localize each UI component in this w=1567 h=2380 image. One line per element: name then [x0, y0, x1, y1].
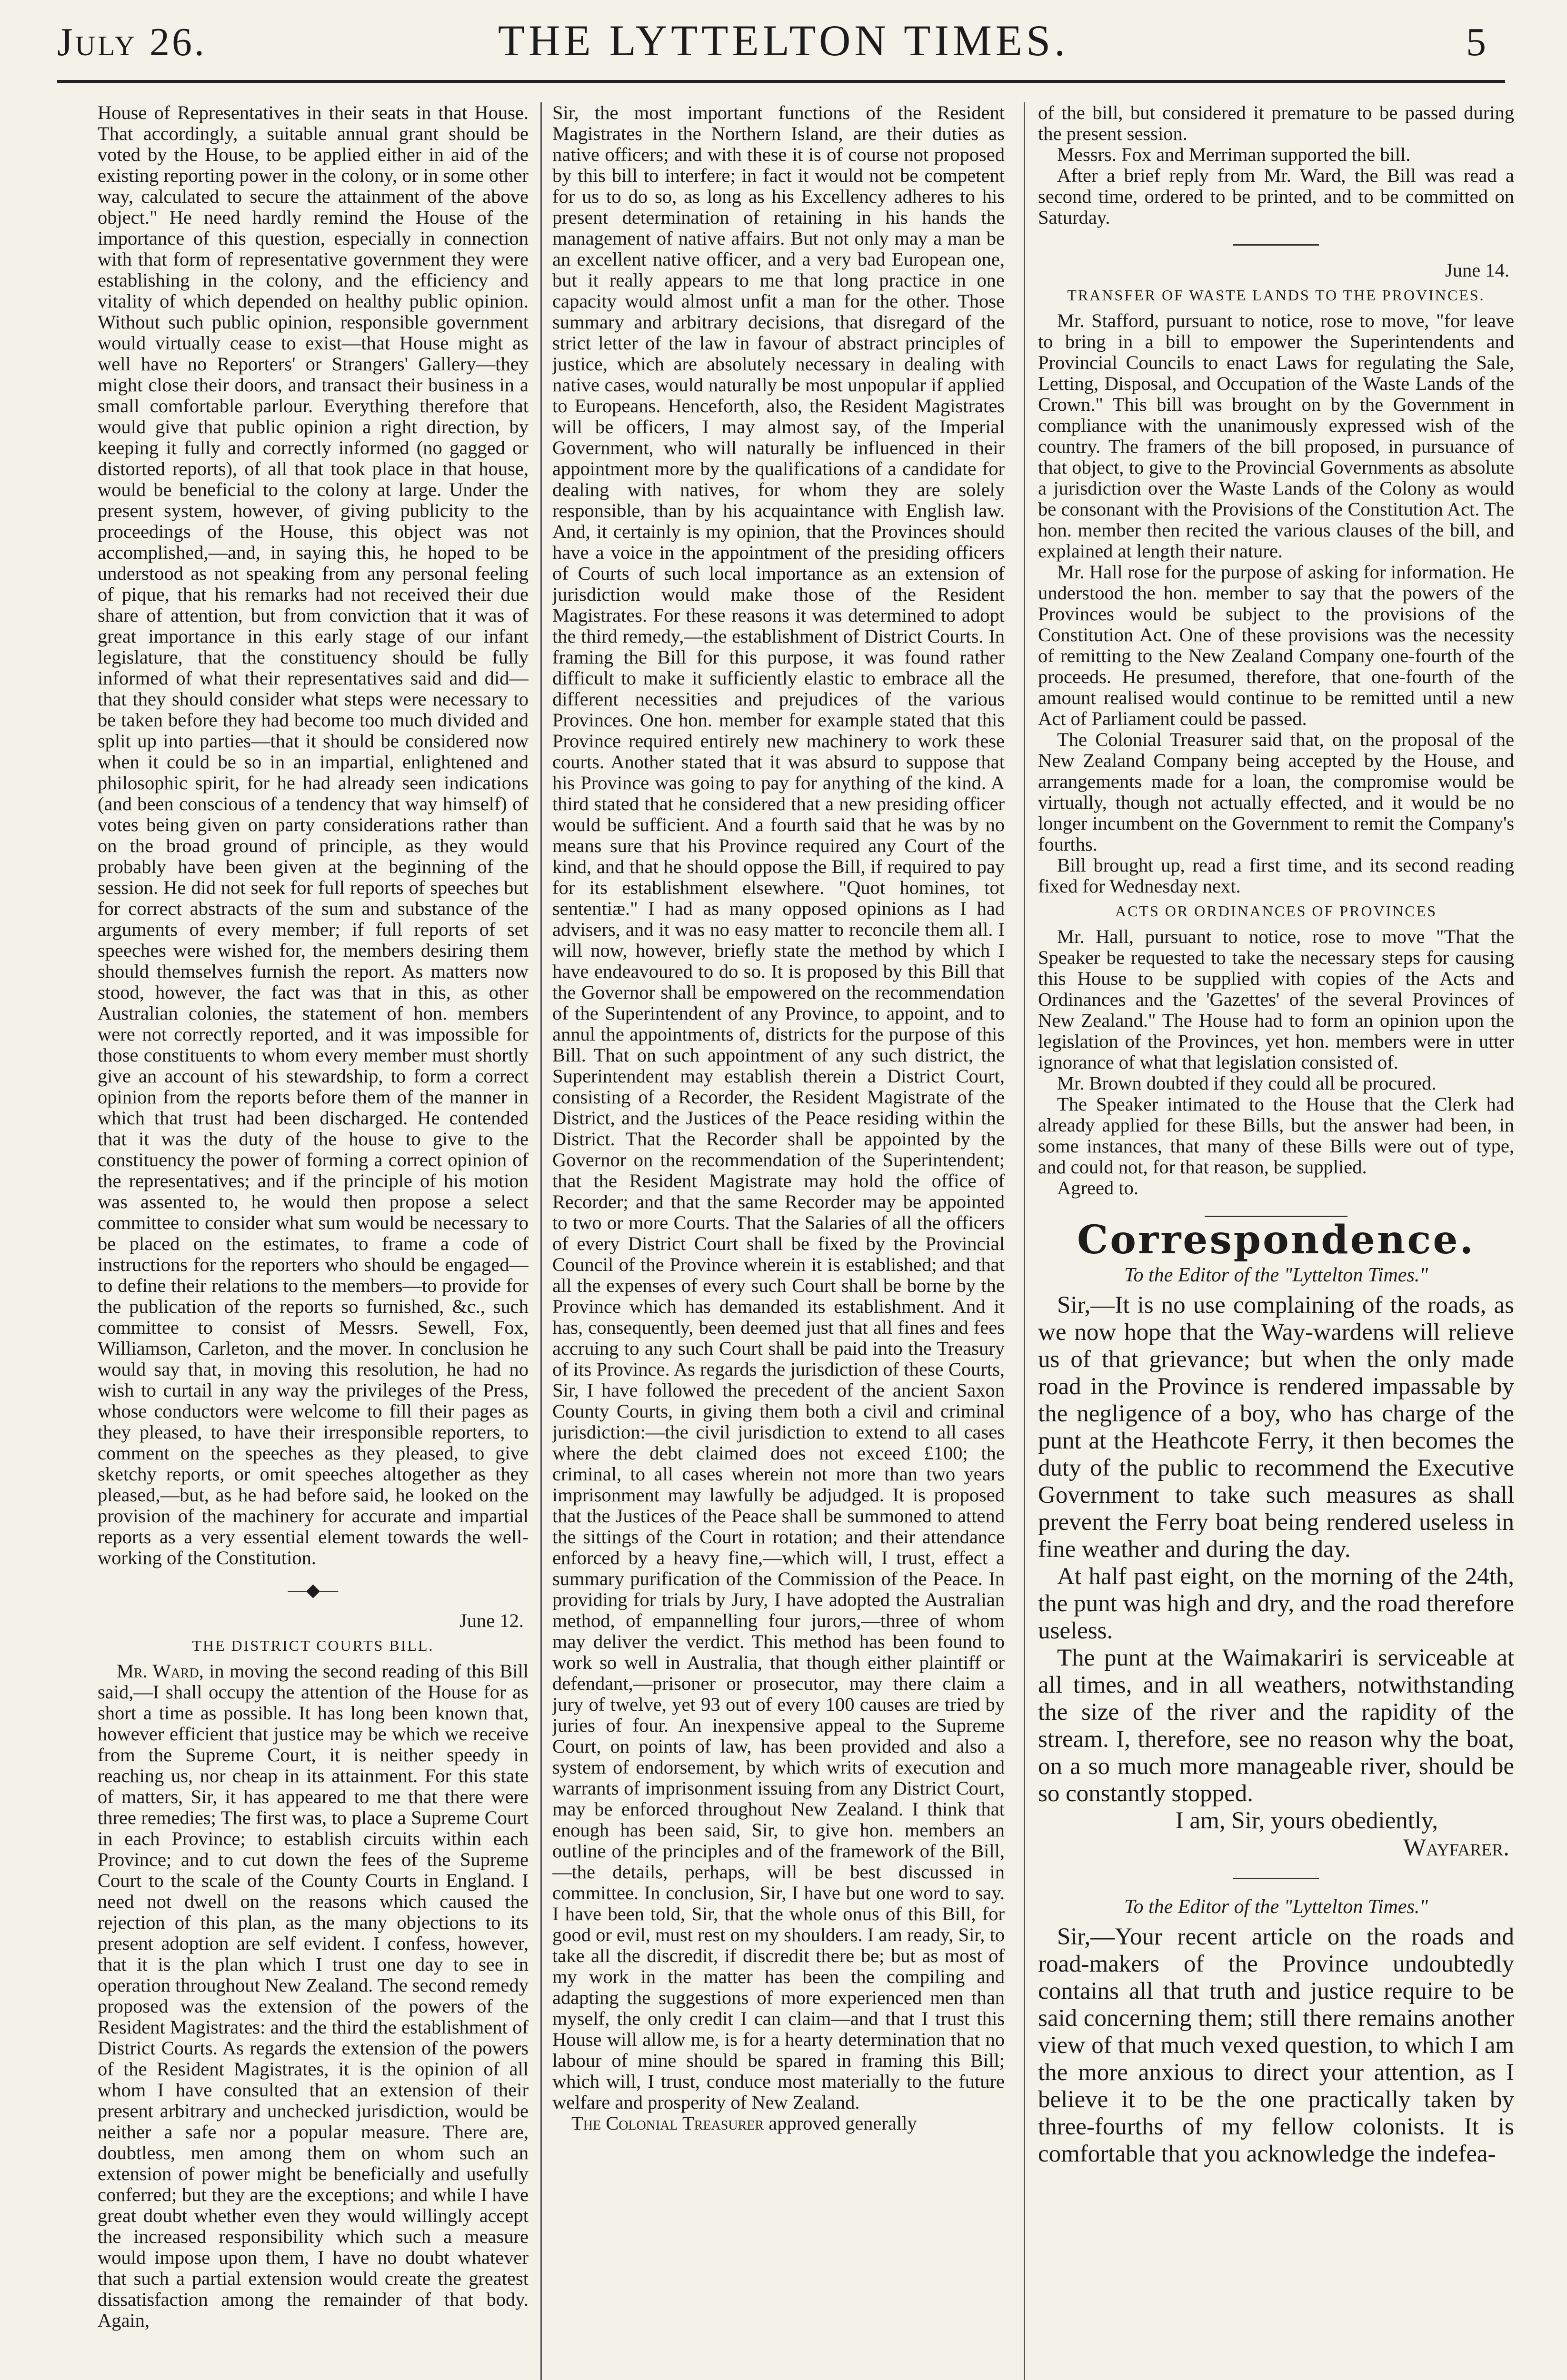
masthead-rule [57, 80, 1505, 83]
letter-addressee: To the Editor of the "Lyttelton Times." [1124, 1896, 1428, 1918]
speaker-name: The Colonial Treasurer [571, 2112, 764, 2134]
paragraph: Mr. Stafford, pursuant to notice, rose to move, "for leave to bring in a bill to empower the Superintendents and Provincial Councils to enact Laws for regulating the Sale, Letting, Disposal, and Occupation of the Waste Lands of the Crown." This bill was brought on by the Government in compliance with the unanimously expressed wish of the country. The framers of the bill proposed, in pursuance of that object, to give to the Provincial Governments as absolute a jurisdiction over the Waste Lands of the Colony as would be consonant with the Provisions of the Constitution Act. The hon. member then recited the various clauses of the bill, and explained at length their nature. [1038, 310, 1514, 562]
letter-signature: Wayfarer. [1403, 1835, 1509, 1861]
letter-paragraph: At half past eight, on the morning of the 24th, the punt was high and dry, and the road therefore useless. [1038, 1563, 1514, 1644]
correspondence-title: Correspondence. [1077, 1217, 1476, 1263]
letter-roads [1038, 1894, 1514, 2168]
section-heading: TRANSFER OF WASTE LANDS TO THE PROVINCES. [1067, 287, 1485, 304]
speech-paragraph: House of Representatives in their seats in that House. That accordingly, a suitable annual grant should be voted by the House, to be applied either in aid of the existing reporting power in the colony, or in some other way, calculated to secure the attainment of the above object." He need hardly remind the House of the importance of this question, especially in connection with that form of representative government they were establishing in the colony, and the efficiency and vitality of which depended on healthy public opinion. Without such public opinion, responsible government would virtually cease to exist—that House might as well have no Reporters' or Strangers' Gallery—they might close their doors, and transact their business in a small comfortable parlour. Everything therefore that would give that public opinion a right direction, by keeping it fully and correctly informed (no gagged or distorted reports), of all that took place in that house, would be beneficial to the colony at large. Under the present system, however, of giving publicity to the proceedings of the House, this object was not accomplished,—and, in saying this, he hoped to be understood as not speaking from any personal feeling of pique, that his remarks had not received their due share of attention, but from conviction that it was of great importance in this early stage of our infant legislature, that the constituency should be fully informed of what their representatives said and did—that they should consider what steps were necessary to be taken before they had become too much divided and split up into parties—that it should be considered now when it could be so in an impartial, enlightened and philosophic spirit, for he had already seen indications (and been conscious of a tendency that way himself) of votes being given on party considerations rather than on the broad ground of principle, as they would probably have been given at the beginning of the session. He did not seek for full reports of speeches but for correct abstracts of the sum and substance of the arguments of every member; if full reports of set speeches were wished for, the members desiring them should themselves furnish the report. As matters now stood, however, the fact was that in this, as other Australian colonies, the statement of hon. members were not correctly reported, and it was impossible for those constituents to whom every member must shortly give an account of his stewardship, to form a correct opinion from the reports before them of the manner in which that trust had been discharged. He contended that it was the duty of the house to give to the constituency the power of forming a correct opinion of the representatives; and if the principle of his motion was assented to, he would then propose a select committee to consider what sum would be necessary to be placed on the estimates, to frame a code of instructions for the reporters who should be engaged—to define their relations to the members—to provide for the publication of the reports so furnished, &c., such committee to consist of Messrs. Sewell, Fox, Williamson, Carleton, and the mover. In conclusion he would say that, in moving this resolution, he had no wish to curtail in any way the privileges of the Press, whose conductors were welcome to fill their pages as they pleased, to have their irresponsible reporters, to comment on the speeches as they pleased, to give sketchy reports, or omit speeches altogether as they pleased,—but, as he had before said, he looked on the provision of the machinery for accurate and impartial reports as a very essential element towards the well-working of the Constitution. [98, 102, 529, 1568]
paragraph: After a brief reply from Mr. Ward, the Bill was read a second time, ordered to be printed, and to be committed on Saturday. [1038, 165, 1514, 228]
section-heading: ACTS OR ORDINANCES OF PROVINCES [1115, 902, 1437, 920]
speech-text: in moving the second reading of this Bill said,—I shall occupy the attention of the House for as short a time as possible. It has long been known that, however efficient that justice may be which we receive from the Supreme Court, it is neither speedy in reaching us, nor cheap in its attainment. For this state of matters, Sir, it has appeared to me that there were three remedies; The first was, to place a Supreme Court in each Province; to establish circuits within each Province; and to cut down the fees of the Supreme Court to the scale of the County Courts in England. I need not dwell on the reasons which caused the rejection of this plan, as the many objections to its present adoption are self evident. I confess, however, that it is the plan which I trust one day to see in operation throughout New Zealand. The second remedy proposed was the extension of the powers of the Resident Magistrates: and the third the establishment of District Courts. As regards the extension of the powers of the Resident Magistrates, it is the opinion of all whom I have consulted that an extension of their present arbitrary and unchecked jurisdiction, would be neither a safe nor a popular measure. There are, doubtless, men among them on whom such an extension of power might be beneficially and usefully conferred; but they are the exceptions; and while I have great doubt whether even they would willingly accept the increased responsibility which such a measure would impose upon them, I have no doubt whatever that such a partial extension would create the greatest dissatisfaction among the remainder of that body. Again, [98, 1660, 529, 2331]
newspaper-title: THE LYTTELTON TIMES. [498, 16, 1069, 65]
paragraph: Messrs. Fox and Merriman supported the bill. [1057, 144, 1411, 165]
paragraph: Bill brought up, read a first time, and its second reading fixed for Wednesday next. [1038, 854, 1514, 897]
treasurer-speech [552, 2113, 1005, 2134]
dateline: June 12. [459, 1610, 524, 1631]
section-ornament: —◆— [288, 1580, 339, 1600]
column-divider [540, 102, 542, 2380]
letter-closing: I am, Sir, yours obediently, [1175, 1807, 1438, 1834]
paragraph: The Colonial Treasurer said that, on the proposal of the New Zealand Company being accepted by the House, and arrangements made for a loan, the compromise would be virtually, though not actually effected, and it would be no longer incumbent on the Government to remit the Company's fourths. [1038, 729, 1514, 855]
letter-addressee: To the Editor of the "Lyttelton Times." [1124, 1264, 1428, 1286]
paragraph: of the bill, but considered it premature to be passed during the present session. [1038, 102, 1514, 144]
column-1 [98, 102, 529, 2380]
masthead [0, 0, 1567, 81]
column-2 [552, 102, 1005, 2380]
paragraph: Mr. Hall, pursuant to notice, rose to move "That the Speaker be requested to take the necessary steps for causing this House to be supplied with copies of the Acts and Ordinances and the 'Gazettes' of the several Provinces of New Zealand." The House had to form an opinion upon the legislation of the Provinces, yet hon. members were in utter ignorance of what that legislation consisted of. [1038, 926, 1514, 1073]
section-rule [1233, 1878, 1319, 1879]
paragraph: Agreed to. [1057, 1177, 1138, 1199]
paragraph: Mr. Brown doubted if they could all be procured. [1057, 1072, 1437, 1094]
section-rule [1233, 244, 1319, 246]
letter-paragraph: The punt at the Waimakariri is serviceable at all times, and in all weathers, notwithstanding the size of the river and the rapidity of the stream. I, therefore, see no reason why the boat, on a so much more manageable river, should be so constantly stopped. [1038, 1645, 1514, 1807]
column-3 [1038, 102, 1514, 2380]
page-number: 5 [1466, 20, 1486, 64]
speech-paragraph: Sir, the most important functions of the Resident Magistrates in the Northern Island, are their duties as native officers; and with these it is of course not proposed by this bill to interfere; in fact it would not be competent for us to do so, as long as his Excellency adheres to his present determination of retaining in his hands the management of native affairs. But not only may a man be an excellent native officer, and a very bad European one, but it really appears to me that long practice in one capacity would almost unfit a man for the other. Those summary and arbitrary decisions, that disregard of the strict letter of the law in favour of abstract principles of justice, which are absolutely necessary in dealing with native cases, would naturally be most unpopular if applied to Europeans. Henceforth, also, the Resident Magistrates will be officers, I may almost say, of the Imperial Government, who will naturally be influenced in their appointment more by the qualifications of a candidate for dealing with natives, for whom they are solely responsible, than by his acquaintance with English law. And, it certainly is my opinion, that the Provinces should have a voice in the appointment of the presiding officers of Courts of such local importance as an extension of jurisdiction would make those of the Resident Magistrates. For these reasons it was determined to adopt the third remedy,—the establishment of District Courts. In framing the Bill for this purpose, it was found rather difficult to make it sufficiently elastic to embrace all the different necessities and prejudices of the various Provinces. One hon. member for example stated that this Province required entirely new machinery to work these courts. Another stated that it was absurd to suppose that his Province was going to pay for anything of the kind. A third stated that he considered that a new presiding officer would be sufficient. And a fourth said that he was by no means sure that his Province required any Court of the kind, and that he should oppose the Bill, if required to pay for its establishment elsewhere. "Quot homines, tot sententiæ." I had as many opposed opinions as I had advisers, and it was no easy matter to reconcile them all. I will now, however, briefly state the method by which I have endeavoured to do so. It is proposed by this Bill that the Governor shall be empowered on the recommendation of the Superintendent of any Province, to appoint, and to annul the appointments of, districts for the purpose of this Bill. That on such appointment of any such district, the Superintendent may establish therein a District Court, consisting of a Recorder, the Resident Magistrate of the District, and the Justices of the Peace residing within the District. That the Recorder shall be appointed by the Governor on the recommendation of the Superintendent; that the Resident Magistrate may hold the office of Recorder; and that the same Recorder may be appointed to two or more Courts. That the Salaries of all the officers of every District Court shall be fixed by the Provincial Council of the Province wherein it is established; and that all the expenses of every such Court shall be borne by the Province which has demanded its establishment. And it has, consequently, been deemed just that all fines and fees accruing to any such Court shall be paid into the Treasury of its Province. As regards the jurisdiction of these Courts, Sir, I have followed the precedent of the ancient Saxon County Courts, in giving them both a civil and criminal jurisdiction:—the civil jurisdiction to extend to all cases where the debt claimed does not exceed £100; the criminal, to all cases wherein not more than two years imprisonment may lawfully be adjudged. It is proposed that the Justices of the Peace shall be summoned to attend the sittings of the Court in rotation; and their attendance enforced by a heavy fine,—which will, I trust, effect a summary purification of the Commission of the Peace. In providing for trials by Jury, I have adopted the Australian method, of empannelling four jurors,—three of whom may deliver the verdict. This method has been found to work so well in Australia, that though either plaintiff or defendant,—prisoner or prosecutor, may there claim a jury of twelve, yet 93 out of every 100 causes are tried by juries of four. An inexpensive appeal to the Supreme Court, on points of law, has been provided and also a system of endorsement, by which writs of execution and warrants of imprisonment issuing from any District Court, may be enforced throughout New Zealand. I think that enough has been said, Sir, to give hon. members an outline of the principles and of the framework of the Bill,—the details, perhaps, will be best discussed in committee. In conclusion, Sir, I have but one word to say. I have been told, Sir, that the whole onus of this Bill, for good or evil, must rest on my shoulders. I am ready, Sir, to take all the discredit, if discredit there be; but as most of my work in the matter has been the compiling and adapting the suggestions of more experienced men than myself, the only credit I can claim—and that I trust this House will allow me, is for a hearty determination that no labour of mine should be spared in framing this Bill; which will, I trust, conduce most materially to the future welfare and prosperity of New Zealand. [552, 102, 1005, 2113]
column-divider [1024, 102, 1025, 2380]
speaker-name: Mr. Ward, [117, 1660, 204, 1682]
letter-wayfarer [1038, 1262, 1514, 1862]
letter-paragraph: Sir,—Your recent article on the roads and road-makers of the Province undoubtedly contains all that truth and justice require to be said concerning them; still there remains another view of that much vexed question, to which I am the more anxious to direct your attention, as I believe it to be the one practically taken by three-fourths of my fellow colonists. It is comfortable that you acknowledge the indefea- [1038, 1924, 1514, 2167]
ward-speech [98, 1661, 529, 2331]
paragraph: The Speaker intimated to the House that the Clerk had already applied for these Bills, but the answer had been, in some instances, that many of these Bills were out of type, and could not, for that reason, be supplied. [1038, 1093, 1514, 1178]
issue-date: July 26. [57, 20, 207, 64]
letter-paragraph: Sir,—It is no use complaining of the roads, as we now hope that the Way-wardens will relieve us of that grievance; but when the only made road in the Province is rendered impassable by the negligence of a boy, who has charge of the punt at the Heathcote Ferry, it then becomes the duty of the public to recommend the Executive Government to take such measures as shall prevent the Ferry boat being rendered useless in fine weather and during the day. [1038, 1292, 1514, 1563]
paragraph: Mr. Hall rose for the purpose of asking for information. He understood the hon. member to say that the powers of the Provinces would be subject to the provisions of the Constitution Act. One of these provisions was the necessity of remitting to the New Zealand Company one-fourth of the proceeds. He presumed, therefore, that one-fourth of the amount realised would continue to be remitted until a new Act of Parliament could be passed. [1038, 561, 1514, 729]
speech-text: approved generally [769, 2112, 917, 2134]
dateline: June 14. [1445, 259, 1509, 281]
section-heading: THE DISTRICT COURTS BILL. [192, 1637, 434, 1654]
